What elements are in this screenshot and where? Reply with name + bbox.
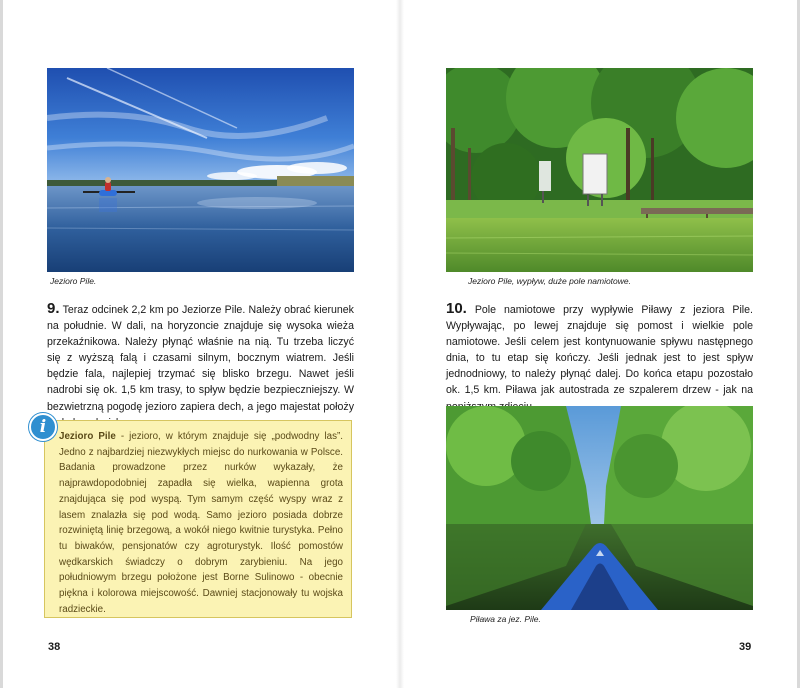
- page-number-left: 38: [48, 641, 61, 653]
- info-icon: i: [29, 413, 57, 441]
- photo-caption: Jezioro Pile, wypływ, duże pole namiotowe.: [468, 276, 631, 286]
- info-term: Jezioro Pile: [59, 431, 116, 442]
- photo-campsite: [446, 68, 753, 272]
- section-10-paragraph: [446, 301, 753, 415]
- page-edge-left: [0, 0, 3, 688]
- info-box: [44, 420, 352, 618]
- page-number-right: 39: [739, 641, 752, 653]
- section-number: 10.: [446, 300, 467, 317]
- photo-lake-kayak: [47, 68, 354, 272]
- info-description: - jezioro, w którym znajduje się „podwodny las”. Jedno z najbardziej niezwykłych miejsc do nurkowania w Polsce. Badania prowadzone przez nurków wykazały, że najprawdopodobniej zapadła się wielka, wapienna grota znajdująca się pod wyspą. Tym samym część wyspy wraz z lasem znalazła się pod wodą. Samo jezioro posiada dobrze rozwiniętą linię brzegową, a wokół niego kwitnie turystyka. Pełno tu biwaków, pensjonatów czy agroturystyk. Ilość pomostów wędkarskich świadczy o dobrym zarybieniu. Na jego południowym brzegu położone jest Borne Sulinowo - obecnie piękna i kolorowa miejscowość. Dawniej stacjonowały tu wojska radzieckie.: [59, 431, 343, 615]
- section-text: Pole namiotowe przy wypływie Piławy z jeziora Pile. Wypływając, po lewej znajduje się pomost i wielkie pole namiotowe. Jeśli celem jest kontynuowanie spływu następnego dnia, to tu etap się kończy. Jeśli jednak jest to jest spływ jednodniowy, to należy płynąć dalej. Do końca etapu pozostało ok. 1,5 km. Piława jak autostrada ze szpalerem drzew - jak na: [446, 304, 753, 397]
- info-box-text: [59, 429, 343, 617]
- photo-caption: Piława za jez. Pile.: [470, 614, 541, 624]
- section-text: Teraz odcinek 2,2 km po Jeziorze Pile. Należy obrać kierunek na południe. W dali, na horyzoncie znajduje się wysoka wieża przekaźnikowa. Należy płynąć właśnie na nią. Tu trzeba liczyć się z wyższą falą i czasami silnym, bocznym wiatrem. Jeśli będzie fala, najlepiej trzymać się blisko brzegu. Nawet jeśli nadrobi się ok. 1,5 km trasy, to spływ będzie bezpieczniejszy. W bezwietrzną pogodę jezioro zapiera dech, a jego majestat położy: [47, 304, 354, 413]
- section-9-paragraph: [47, 301, 354, 431]
- photo-river-kayak: [446, 406, 753, 610]
- book-gutter: [396, 0, 404, 688]
- section-number: 9.: [47, 300, 60, 317]
- photo-caption: Jezioro Pile.: [50, 276, 97, 286]
